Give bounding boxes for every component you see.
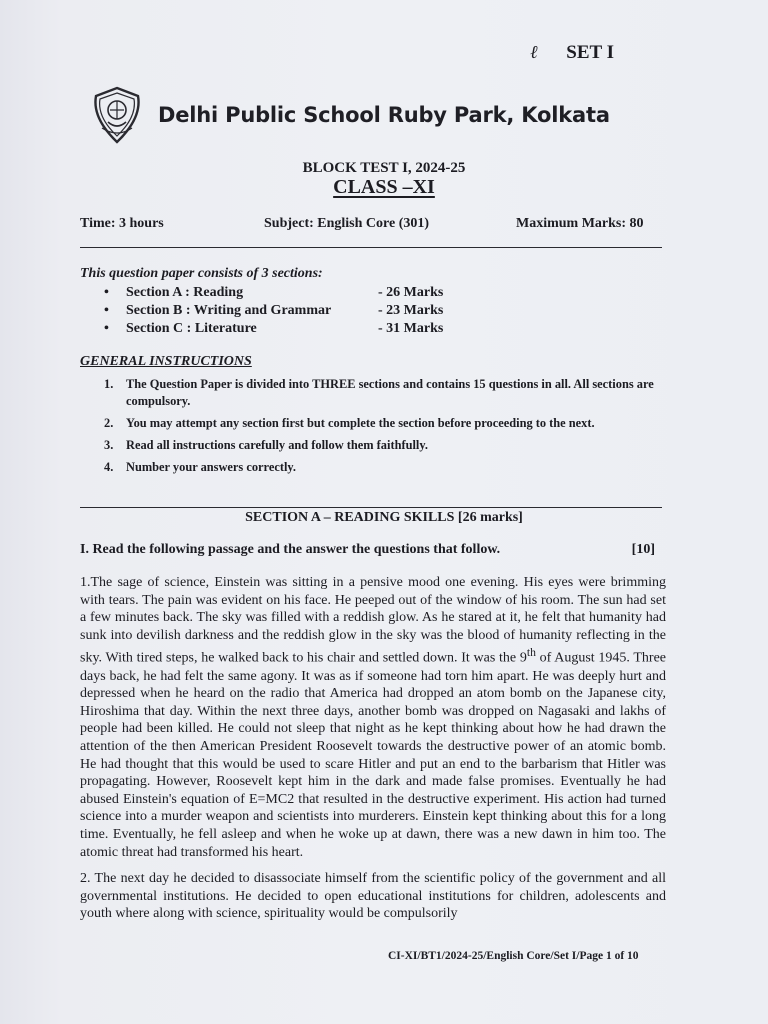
- instruction-number: 3.: [104, 438, 114, 452]
- instruction-item: [104, 437, 664, 454]
- instruction-list: [104, 376, 664, 481]
- section-marks: - 23 Marks: [378, 303, 444, 318]
- instruction-item: [104, 376, 664, 410]
- instruction-item: [104, 415, 664, 432]
- section-name: Section B : Writing and Grammar: [126, 303, 332, 318]
- set-text: SET I: [566, 42, 614, 63]
- instruction-text: Read all instructions carefully and follow them faithfully.: [126, 438, 428, 452]
- instruction-text: You may attempt any section first but complete the section before proceeding to the next.: [126, 416, 595, 430]
- question-text: I. Read the following passage and the answer the questions that follow.: [80, 542, 501, 557]
- instruction-item: [104, 459, 664, 476]
- instruction-text: Number your answers correctly.: [126, 460, 297, 474]
- instruction-number: 4.: [104, 460, 114, 474]
- instruction-number: 2.: [104, 416, 114, 430]
- question-1: [80, 542, 655, 558]
- bullet-icon: •: [104, 285, 109, 300]
- instruction-text: The Question Paper is divided into THREE sections and contains 15 questions in all. All sections are compulsory.: [126, 377, 654, 408]
- section-marks: - 26 Marks: [378, 285, 444, 300]
- time-label: Time: 3 hours: [80, 216, 164, 231]
- section-name: Section A : Reading: [126, 285, 244, 300]
- passage-paragraph-1: 1.The sage of science, Einstein was sitting in a pensive mood one evening. His eyes were brimming with tears. The pain was evident on his face. He peeped out of the window of his room. The sun had set a few minutes back. The sky was filled with a reddish glow. As he stared at it, he felt that humanity had sunk into devilish darkness and the reddish glow in the sky was the blood of humanity reflecting in the sky. With tired steps, he walked back to his chair and settled down. It was the 9th of August 1945. Three days back, he had felt the same agony. It was as if someone had torn him apart. He was deeply hurt and depressed when he heard on the radio that America had dropped an atom bomb on the Japanese city, Hiroshima that day. Within the next three days, another bomb was dropped on Nagasaki and lakhs of people had been killed. He could not sleep that night as he kept thinking about how he had drawn the attention of the then American President Roosevelt towards the destructive power of an atomic bomb. He had thought that this would be used to scare Hitler and put an end to the barbarism that Hitler was propagating. However, Roosevelt kept him in the dark and made false promises. Eventually he had abused Einstein's equation of E=MC2 that resulted in the destructive experiment. His action had turned science into a murder weapon and scientists into murderers. Einstein kept thinking about this for a long time. Eventually, he fell asleep and when he woke up at dawn, there was a new dawn in him too. The atomic threat had transformed his heart.: [80, 575, 666, 860]
- section-name: Section C : Literature: [126, 321, 257, 336]
- school-name: Delhi Public School Ruby Park, Kolkata: [158, 103, 610, 127]
- school-header: [86, 84, 610, 146]
- subject-label: Subject: English Core (301): [264, 216, 430, 231]
- class-title: CLASS –XI: [333, 176, 435, 198]
- divider: [80, 247, 662, 248]
- school-crest-icon: [86, 84, 148, 146]
- section-marks: - 31 Marks: [378, 321, 444, 336]
- handwritten-mark: ℓ: [530, 42, 538, 63]
- general-instructions-heading: GENERAL INSTRUCTIONS: [80, 354, 252, 369]
- divider: [80, 507, 662, 508]
- passage-paragraph-2: 2. The next day he decided to disassociate himself from the scientific policy of the government and all governmental institutions. He decided to open educational institutions for children, adolescents and youth where along with science, spirituality would be compulsorily: [80, 871, 666, 922]
- consists-heading: This question paper consists of 3 sections:: [80, 266, 323, 281]
- bullet-icon: •: [104, 321, 109, 336]
- section-a-heading: SECTION A – READING SKILLS [26 marks]: [245, 510, 523, 525]
- set-label: [530, 42, 660, 64]
- page-footer: CI-XI/BT1/2024-25/English Core/Set I/Page 1 of 10: [388, 950, 639, 962]
- question-marks: [10]: [631, 542, 655, 557]
- instruction-number: 1.: [104, 377, 114, 391]
- test-title: BLOCK TEST I, 2024-25: [302, 160, 466, 176]
- max-marks-label: Maximum Marks: 80: [516, 216, 644, 231]
- reading-passage: [80, 574, 666, 932]
- bullet-icon: •: [104, 303, 109, 318]
